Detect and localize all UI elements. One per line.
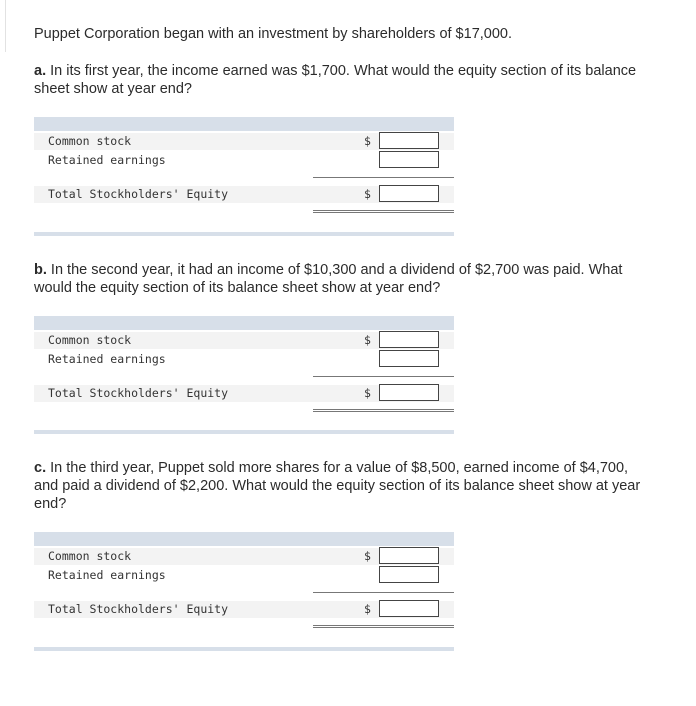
total-equity-label: Total Stockholders' Equity (48, 187, 229, 201)
table-footer-bar (34, 232, 454, 236)
table-footer-bar (34, 430, 454, 434)
subtotal-rule (313, 177, 454, 178)
common-stock-row (34, 133, 454, 150)
common-stock-input[interactable] (379, 547, 439, 564)
currency-symbol: $ (364, 549, 371, 563)
retained-earnings-row (34, 351, 454, 368)
currency-symbol: $ (364, 187, 371, 201)
part-b-question (34, 261, 644, 297)
total-double-rule (313, 409, 454, 412)
total-double-rule (313, 625, 454, 628)
common-stock-label: Common stock (48, 333, 132, 347)
part-c-label: c. (34, 460, 47, 476)
table-header-bar (34, 532, 454, 546)
common-stock-input[interactable] (379, 132, 439, 149)
total-equity-input[interactable] (379, 384, 439, 401)
total-equity-row (34, 385, 454, 402)
total-equity-row (34, 601, 454, 618)
part-a-text: In its first year, the income earned was $1,700. What would the equity section of its balance sheet show at year end? (34, 63, 637, 97)
total-equity-label: Total Stockholders' Equity (48, 386, 229, 400)
table-footer-bar (34, 647, 454, 651)
part-b-text: In the second year, it had an income of $10,300 and a dividend of $2,700 was paid. What would the equity section of its balance sheet show at year end? (34, 262, 623, 296)
retained-earnings-row (34, 567, 454, 584)
problem-intro: Puppet Corporation began with an investment by shareholders of $17,000. (34, 26, 513, 42)
table-header-bar (34, 316, 454, 330)
common-stock-label: Common stock (48, 134, 132, 148)
common-stock-row (34, 548, 454, 565)
retained-earnings-label: Retained earnings (48, 153, 166, 167)
retained-earnings-input[interactable] (379, 151, 439, 168)
part-c-question (34, 459, 644, 513)
currency-symbol: $ (364, 602, 371, 616)
total-equity-input[interactable] (379, 600, 439, 617)
subtotal-rule (313, 592, 454, 593)
common-stock-row (34, 332, 454, 349)
currency-symbol: $ (364, 134, 371, 148)
retained-earnings-row (34, 152, 454, 169)
currency-symbol: $ (364, 386, 371, 400)
part-a-label: a. (34, 63, 47, 79)
total-equity-label: Total Stockholders' Equity (48, 602, 229, 616)
common-stock-label: Common stock (48, 549, 132, 563)
common-stock-input[interactable] (379, 331, 439, 348)
retained-earnings-label: Retained earnings (48, 568, 166, 582)
subtotal-rule (313, 376, 454, 377)
retained-earnings-input[interactable] (379, 350, 439, 367)
table-header-bar (34, 117, 454, 131)
currency-symbol: $ (364, 333, 371, 347)
part-a-question (34, 62, 644, 98)
left-panel-edge (0, 0, 6, 52)
total-equity-input[interactable] (379, 185, 439, 202)
part-c-text: In the third year, Puppet sold more shares for a value of $8,500, earned income of $4,700, and paid a dividend of $2,200. What would the equity section of its balance sheet show at year end? (34, 460, 641, 512)
total-double-rule (313, 210, 454, 213)
retained-earnings-input[interactable] (379, 566, 439, 583)
part-b-label: b. (34, 262, 47, 278)
retained-earnings-label: Retained earnings (48, 352, 166, 366)
total-equity-row (34, 186, 454, 203)
